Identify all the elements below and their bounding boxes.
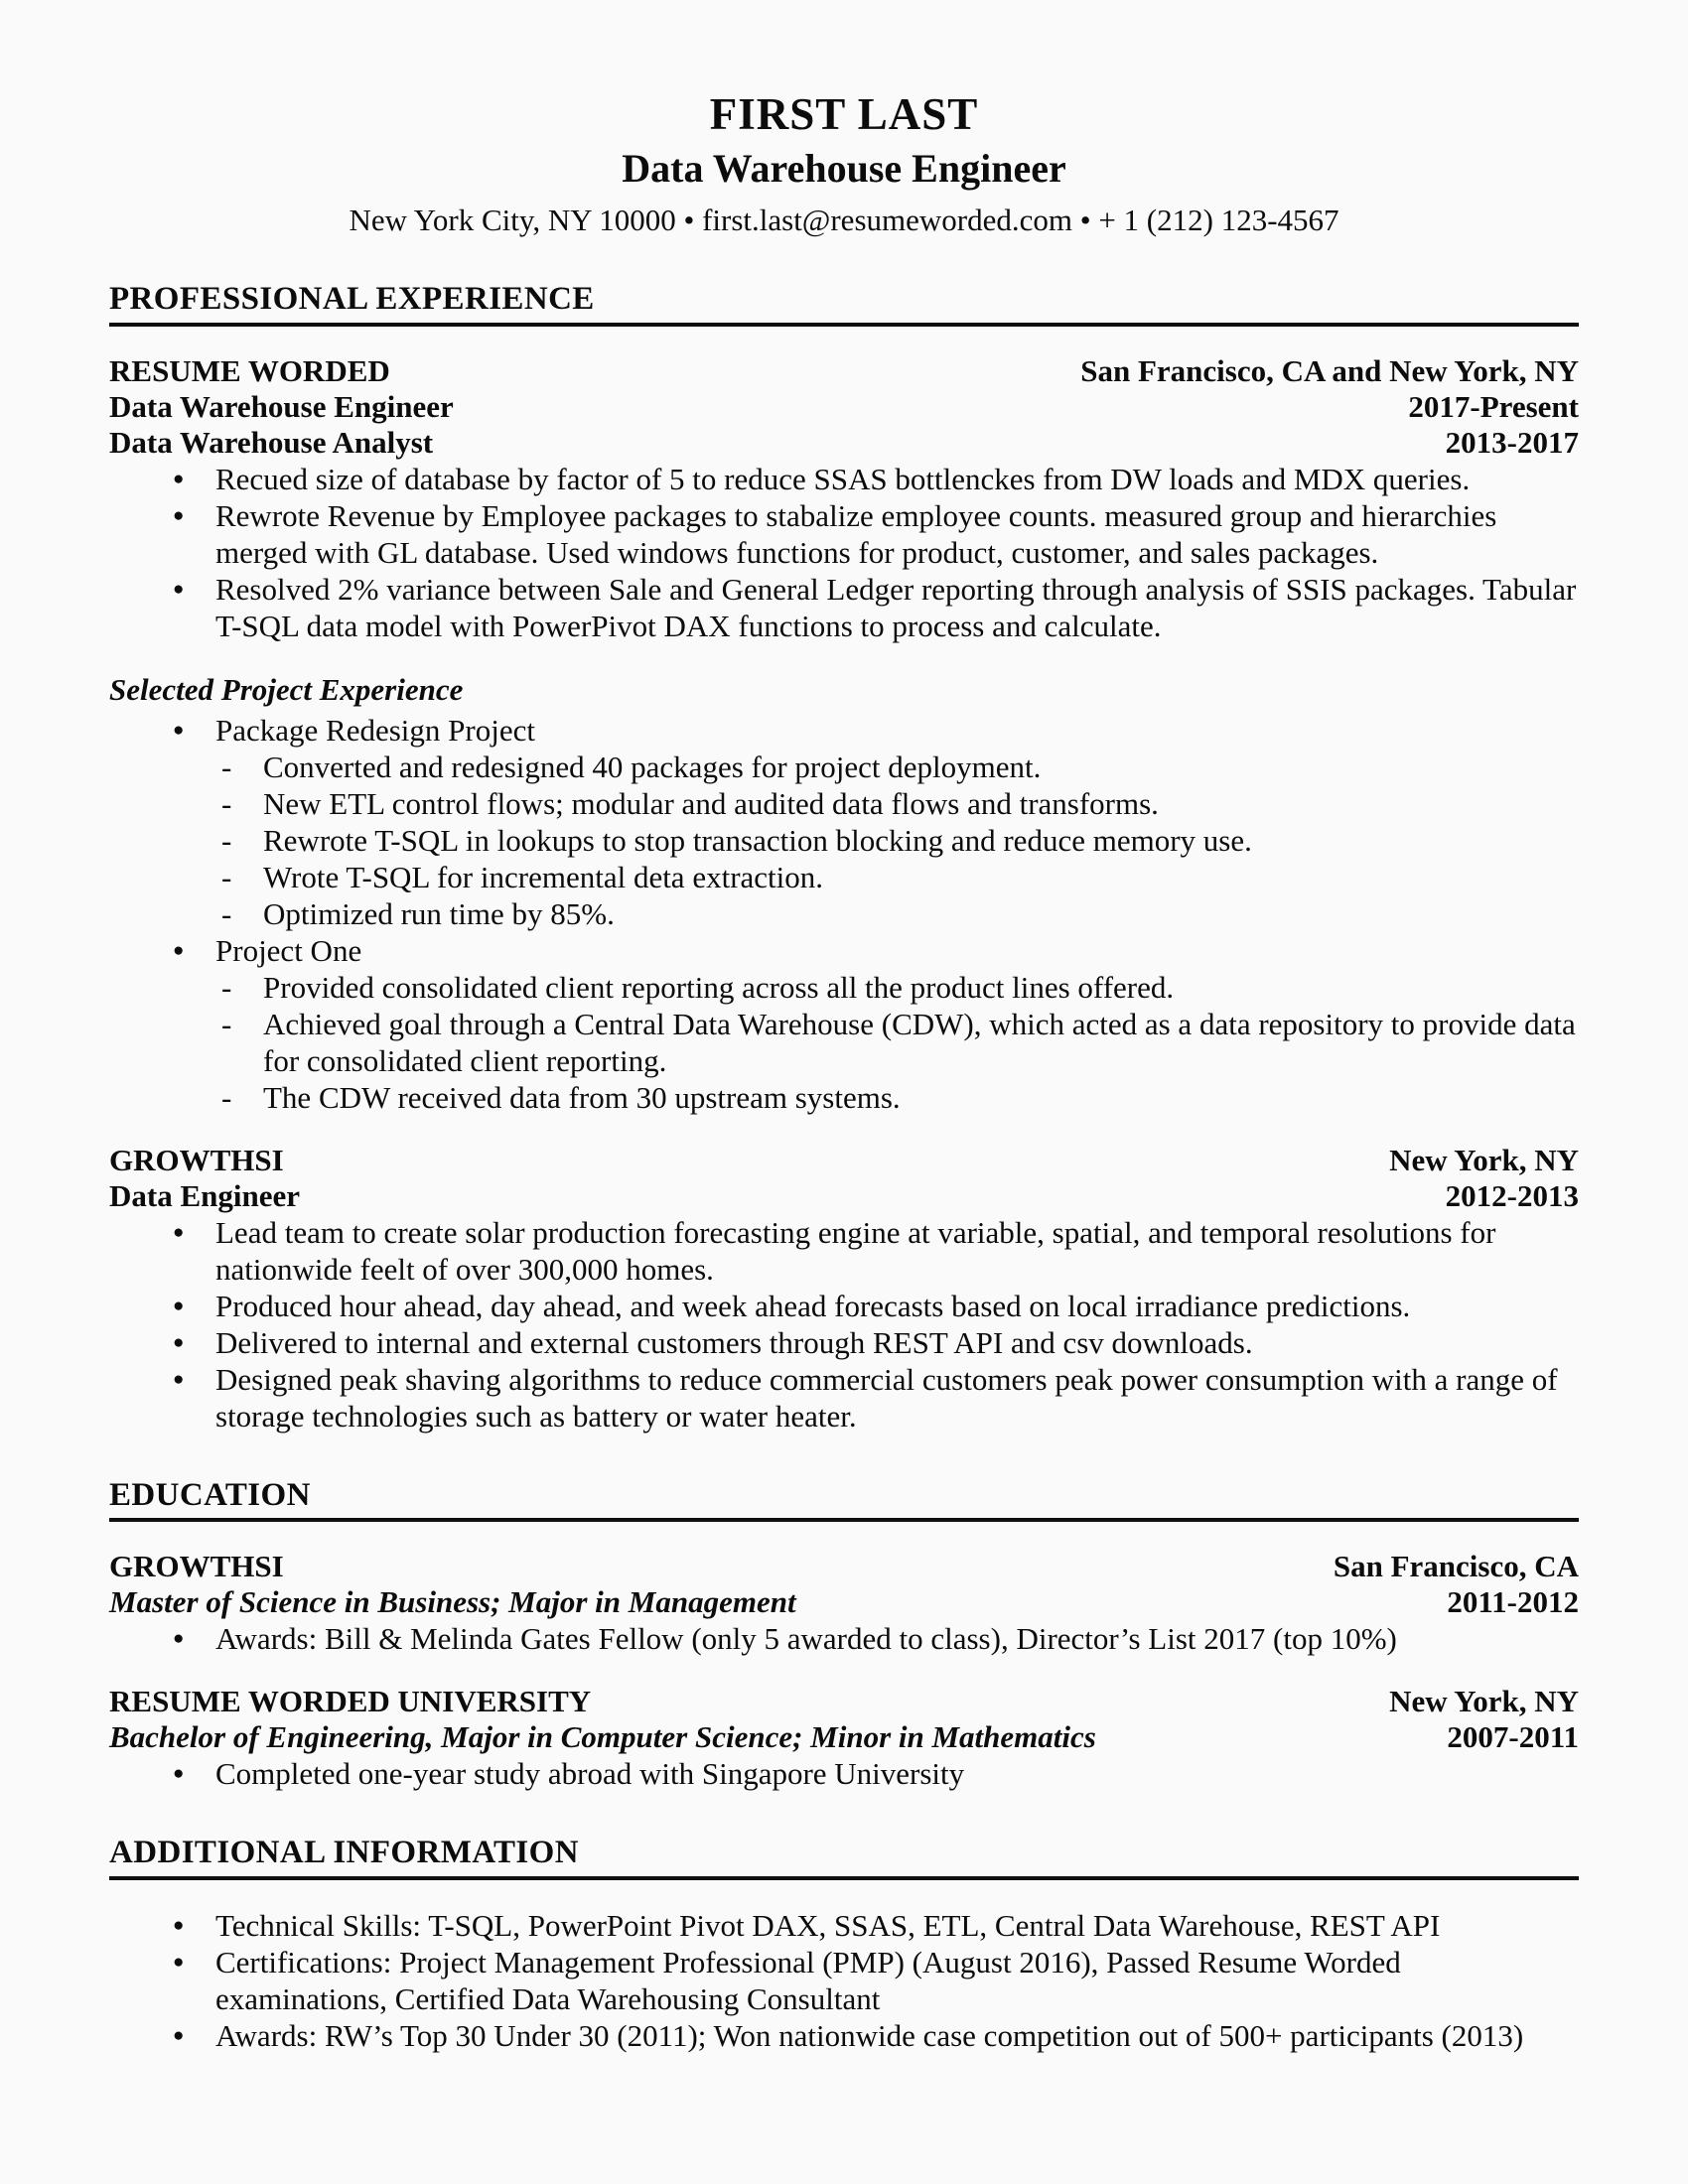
section-rule (109, 1876, 1579, 1880)
entry-left-text: GROWTHSI (109, 1549, 284, 1584)
sub-bullet-item (215, 969, 1579, 1006)
bullet-text: Resolved 2% variance between Sale and General Ledger reporting through analysis of SSIS packages. Tabular T-SQL data model with PowerPivot DAX functions to process and calculate. (215, 571, 1577, 643)
entry-block (109, 1143, 1579, 1434)
bullet-item (109, 712, 1579, 932)
sub-bullet-text: Rewrote T-SQL in lookups to stop transaction blocking and reduce memory use. (263, 822, 1252, 858)
entry-row (109, 1584, 1579, 1620)
sub-bullet-text: New ETL control flows; modular and audited data flows and transforms. (263, 785, 1159, 821)
bullet-text-col (215, 1755, 1579, 1792)
bullet-item (109, 1907, 1579, 1944)
section (109, 1836, 1579, 2054)
entry-left-text: Data Warehouse Analyst (109, 424, 434, 460)
entry-left-text: Data Warehouse Engineer (109, 388, 454, 424)
section-rule (109, 323, 1579, 327)
entry-left-text: Bachelor of Engineering, Major in Computer Science; Minor in Mathematics (109, 1719, 1096, 1755)
entry-row (109, 1549, 1579, 1584)
section (109, 282, 1579, 1434)
contact-line: New York City, NY 10000 • first.last@resumeworded.com • + 1 (212) 123-4567 (349, 203, 1339, 238)
bullet-text-col (215, 1324, 1579, 1361)
bullet-text: Awards: RW’s Top 30 Under 30 (2011); Won nationwide case competition out of 500+ participants (2013) (215, 2017, 1524, 2053)
entry-right-text: 2012-2013 (1445, 1177, 1579, 1213)
entry-block (109, 1907, 1579, 2054)
bullet-item (109, 1361, 1579, 1434)
bullet-text-col (215, 1288, 1579, 1324)
bullet-marker: ● (173, 504, 185, 526)
bullet-text-col (215, 2017, 1579, 2054)
bullet-marker: ● (173, 1295, 185, 1316)
bullet-item (109, 1288, 1579, 1324)
bullet-item (109, 461, 1579, 497)
bullet-text-col (215, 1944, 1579, 2017)
sub-bullet-text: Optimized run time by 85%. (263, 895, 615, 931)
person-name: FIRST LAST (709, 89, 979, 139)
bullet-text-col (215, 497, 1579, 571)
entry-block (109, 353, 1579, 644)
entry-right-text: New York, NY (1389, 1142, 1579, 1177)
sub-bullet-text: Provided consolidated client reporting across all the product lines offered. (263, 969, 1175, 1005)
entry-left-text: RESUME WORDED (109, 352, 390, 388)
entry-row (109, 1178, 1579, 1214)
entry-right-text: 2011-2012 (1447, 1584, 1579, 1620)
entry-right-text: New York, NY (1389, 1684, 1579, 1719)
bullet-text: Technical Skills: T-SQL, PowerPoint Pivot DAX, SSAS, ETL, Central Data Warehouse, REST API (215, 1907, 1441, 1943)
bullet-text-col (215, 1907, 1579, 1944)
bullet-text: Package Redesign Project (215, 712, 535, 748)
entry-row (109, 353, 1579, 389)
entry-right-text: 2017-Present (1408, 388, 1579, 424)
bullet-text: Recued size of database by factor of 5 to reduce SSAS bottlenckes from DW loads and MDX queries. (215, 461, 1471, 496)
bullet-item (109, 1755, 1579, 1792)
sub-bullet-dash-marker: - (221, 1079, 232, 1115)
sub-bullet-text: The CDW received data from 30 upstream systems. (263, 1079, 901, 1115)
bullet-marker: ● (173, 1368, 185, 1390)
entry-row (109, 389, 1579, 425)
bullet-item (109, 571, 1579, 644)
sub-bullet-item (215, 749, 1579, 785)
sub-bullet-item (215, 859, 1579, 895)
entry-row (109, 1143, 1579, 1178)
bullet-item (109, 497, 1579, 571)
person-job-title: Data Warehouse Engineer (622, 146, 1066, 192)
sub-bullet-dash-marker: - (221, 859, 232, 894)
section-heading: ADDITIONAL INFORMATION (109, 1835, 579, 1871)
section-heading: EDUCATION (109, 1476, 311, 1513)
bullet-marker: ● (173, 468, 185, 489)
entry-right-text: San Francisco, CA (1333, 1549, 1579, 1584)
sub-bullet-text: Converted and redesigned 40 packages for project deployment. (263, 749, 1042, 784)
bullet-item (109, 1324, 1579, 1361)
section-rule (109, 1518, 1579, 1522)
bullet-text-col (215, 461, 1579, 497)
bullet-text-col (215, 1214, 1579, 1288)
entry-left-text: RESUME WORDED UNIVERSITY (109, 1684, 592, 1719)
entry-right-text: San Francisco, CA and New York, NY (1080, 352, 1579, 388)
bullet-item (109, 2017, 1579, 2054)
bullet-item (109, 1620, 1579, 1657)
bullet-text: Project One (215, 932, 362, 968)
bullet-item (109, 1214, 1579, 1288)
bullet-text: Produced hour ahead, day ahead, and week ahead forecasts based on local irradiance predictions. (215, 1288, 1411, 1323)
sub-bullet-item (215, 1079, 1579, 1116)
entry-row (109, 425, 1579, 461)
sub-bullet-dash-marker: - (221, 749, 232, 784)
entry-row (109, 1719, 1579, 1755)
sub-bullet-dash-marker: - (221, 969, 232, 1005)
bullet-marker: ● (173, 1763, 185, 1785)
sub-bullet-item (215, 785, 1579, 822)
entry-right-text: 2013-2017 (1445, 424, 1579, 460)
sub-bullet-dash-marker: - (221, 895, 232, 931)
bullet-text: Completed one-year study abroad with Singapore University (215, 1756, 965, 1792)
sub-bullet-item (215, 1006, 1579, 1079)
sub-bullet-dash-marker: - (221, 822, 232, 858)
bullet-text: Delivered to internal and external customers through REST API and csv downloads. (215, 1324, 1253, 1360)
bullet-marker: ● (173, 1951, 185, 1973)
bullet-text-col (215, 712, 1579, 932)
bullet-marker: ● (173, 939, 185, 961)
section (109, 1478, 1579, 1793)
entry-row (109, 1684, 1579, 1719)
entry-left-text: Master of Science in Business; Major in Management (109, 1584, 796, 1620)
bullet-text: Designed peak shaving algorithms to reduce commercial customers peak power consumption with a range of storage technologies such as battery or water heater. (215, 1361, 1558, 1433)
sub-bullet-text: Achieved goal through a Central Data Warehouse (CDW), which acted as a data repository to provide data for consolidated client reporting. (263, 1006, 1576, 1078)
sub-bullet-item (215, 895, 1579, 932)
bullet-item (109, 932, 1579, 1116)
bullet-marker: ● (173, 1628, 185, 1650)
bullet-text: Certifications: Project Management Professional (PMP) (August 2016), Passed Resume Worded examinations, Certified Data Warehousing Consultant (215, 1944, 1401, 2016)
bullet-text: Awards: Bill & Melinda Gates Fellow (only 5 awarded to class), Director’s List 2017 (top 10%) (215, 1621, 1397, 1657)
bullet-text-col (215, 932, 1579, 1116)
bullet-text-col (215, 1361, 1579, 1434)
entry-block (109, 1549, 1579, 1657)
bullet-marker: ● (173, 1221, 185, 1243)
entry-left-text: Data Engineer (109, 1177, 301, 1213)
bullet-text-col (215, 1620, 1579, 1657)
sub-bullet-text: Wrote T-SQL for incremental deta extraction. (263, 859, 824, 894)
sub-bullet-item (215, 822, 1579, 859)
sub-bullet-dash-marker: - (221, 1006, 232, 1041)
entry-left-text: GROWTHSI (109, 1142, 284, 1177)
entry-block (109, 1684, 1579, 1792)
resume-body (109, 282, 1579, 2054)
bullet-text-col (215, 571, 1579, 644)
bullet-item (109, 1944, 1579, 2017)
bullet-marker: ● (173, 1914, 185, 1936)
bullet-marker: ● (173, 719, 185, 741)
bullet-marker: ● (173, 578, 185, 600)
bullet-text: Lead team to create solar production forecasting engine at variable, spatial, and temporal resolutions for nationwide feelt of over 300,000 homes. (215, 1214, 1496, 1287)
entry-right-text: 2007-2011 (1447, 1719, 1579, 1755)
bullet-marker: ● (173, 1331, 185, 1353)
section-heading: PROFESSIONAL EXPERIENCE (109, 281, 595, 318)
sub-bullet-dash-marker: - (221, 785, 232, 821)
resume-header (109, 89, 1579, 238)
bullet-text: Rewrote Revenue by Employee packages to stabalize employee counts. measured group and hierarchies merged with GL database. Used windows functions for product, customer, and sales packages. (215, 497, 1497, 570)
entry-subheading: Selected Project Experience (109, 671, 464, 707)
entry-block (109, 671, 1579, 1116)
bullet-marker: ● (173, 2024, 185, 2046)
